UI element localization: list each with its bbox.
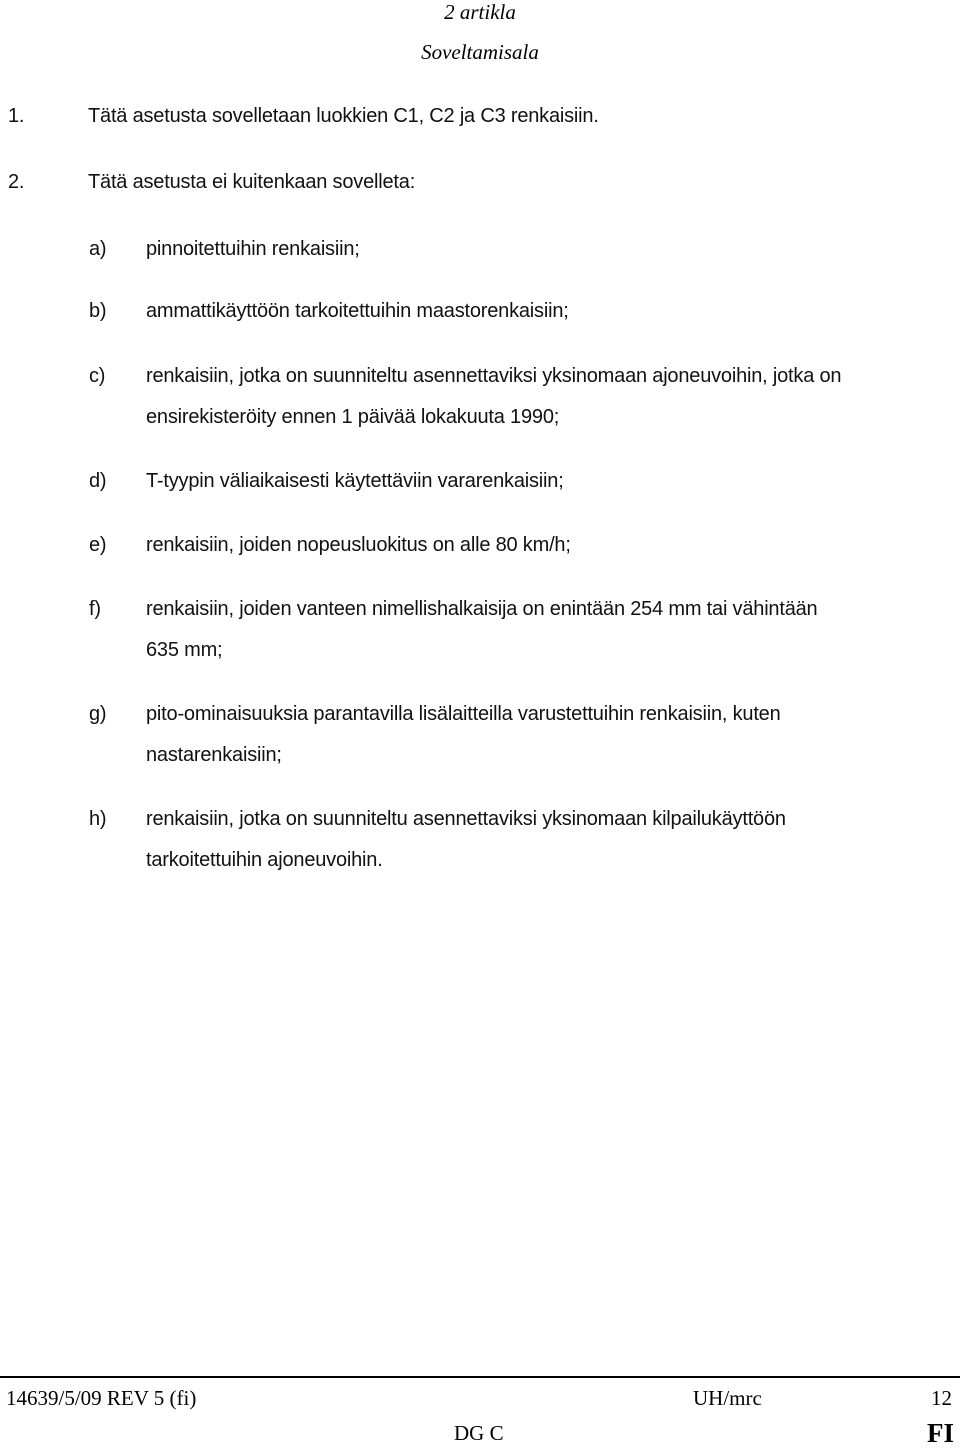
author-initials: UH/mrc [693,1386,762,1410]
item-g-label: g) [89,703,107,725]
paragraph-1-number: 1. [8,105,25,127]
item-d-text: T-tyypin väliaikaisesti käytettäviin vararenkaisiin; [146,470,564,492]
item-h-text-line-1: renkaisiin, jotka on suunniteltu asennettaviksi yksinomaan kilpailukäyttöön [146,808,786,830]
item-b-text: ammattikäyttöön tarkoitettuihin maastorenkaisiin; [146,300,569,322]
document-reference: 14639/5/09 REV 5 (fi) [6,1386,197,1410]
item-f-label: f) [89,598,101,620]
department-code: DG C [454,1421,504,1445]
item-c-label: c) [89,365,106,387]
item-c-text-line-1: renkaisiin, jotka on suunniteltu asennettaviksi yksinomaan ajoneuvoihin, jotka on [146,365,842,387]
item-f-text-line-1: renkaisiin, joiden vanteen nimellishalkaisija on enintään 254 mm tai vähintään [146,598,818,620]
item-c-text-line-2: ensirekisteröity ennen 1 päivää lokakuuta 1990; [146,406,560,428]
item-h-text-line-2: tarkoitettuihin ajoneuvoihin. [146,849,383,871]
item-d-label: d) [89,470,107,492]
item-b-label: b) [89,300,107,322]
item-g-text-line-1: pito-ominaisuuksia parantavilla lisälaitteilla varustettuihin renkaisiin, kuten [146,703,781,725]
paragraph-2-number: 2. [8,171,25,193]
item-g-text-line-2: nastarenkaisiin; [146,744,282,766]
footer-divider [0,1376,960,1378]
item-h-label: h) [89,808,107,830]
paragraph-1-text: Tätä asetusta sovelletaan luokkien C1, C2 ja C3 renkaisiin. [88,105,599,127]
language-code: FI [927,1418,954,1448]
item-a-label: a) [89,238,107,260]
page-number: 12 [931,1386,952,1410]
item-e-label: e) [89,534,107,556]
item-f-text-line-2: 635 mm; [146,639,223,661]
item-a-text: pinnoitettuihin renkaisiin; [146,238,360,260]
paragraph-2-text: Tätä asetusta ei kuitenkaan sovelleta: [88,171,416,193]
article-subheading: Soveltamisala [421,40,539,64]
item-e-text: renkaisiin, joiden nopeusluokitus on alle 80 km/h; [146,534,571,556]
article-heading: 2 artikla [444,0,516,24]
